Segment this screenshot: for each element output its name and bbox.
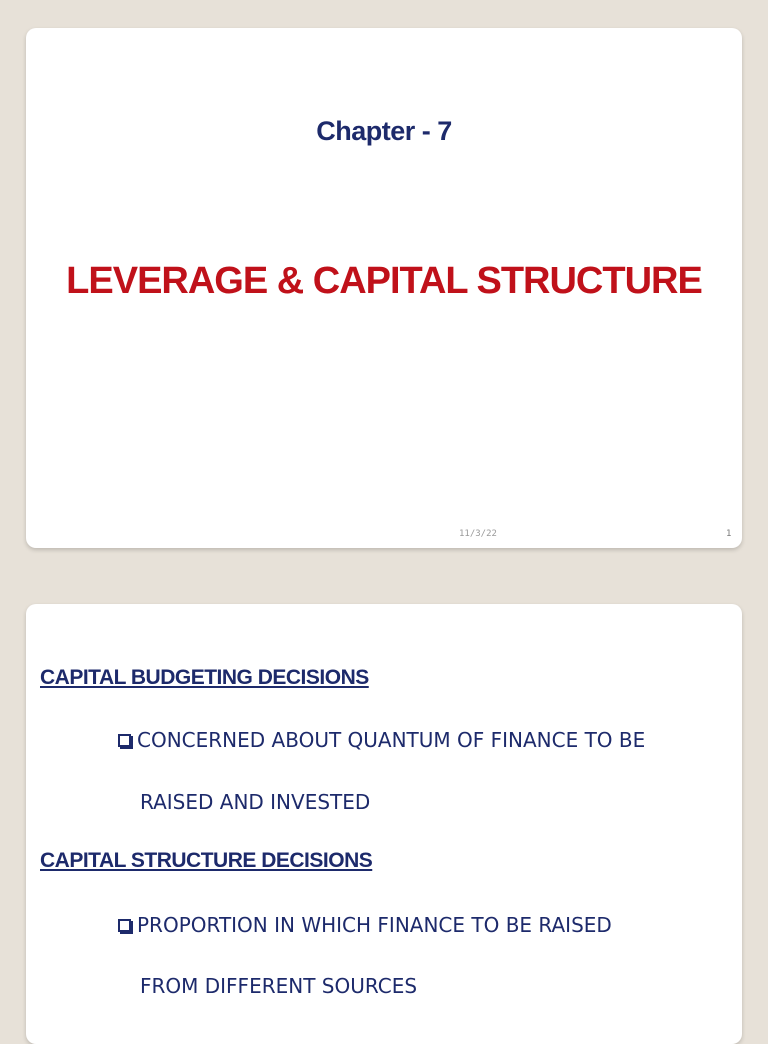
- slide-1: [26, 28, 742, 548]
- chapter-label: Chapter - 7: [316, 116, 452, 146]
- list-item-continuation: RAISED AND INVESTED: [140, 790, 371, 814]
- list-item-text: PROPORTION IN WHICH FINANCE TO BE RAISED: [137, 913, 612, 937]
- heading-capital-budgeting: CAPITAL BUDGETING DECISIONS: [40, 666, 369, 689]
- list-item: [118, 728, 645, 752]
- slide-date: 11/3/22: [459, 529, 497, 539]
- list-item-continuation: FROM DIFFERENT SOURCES: [140, 974, 418, 998]
- list-item-text: CONCERNED ABOUT QUANTUM OF FINANCE TO BE: [137, 728, 646, 752]
- list-item: [118, 913, 612, 937]
- slide-number: 1: [726, 529, 732, 539]
- slide-2: [26, 604, 742, 1044]
- checkbox-bullet-icon: [118, 919, 131, 932]
- heading-capital-structure: CAPITAL STRUCTURE DECISIONS: [40, 849, 373, 872]
- slide-title: LEVERAGE & CAPITAL STRUCTURE: [66, 260, 702, 302]
- checkbox-bullet-icon: [118, 734, 131, 747]
